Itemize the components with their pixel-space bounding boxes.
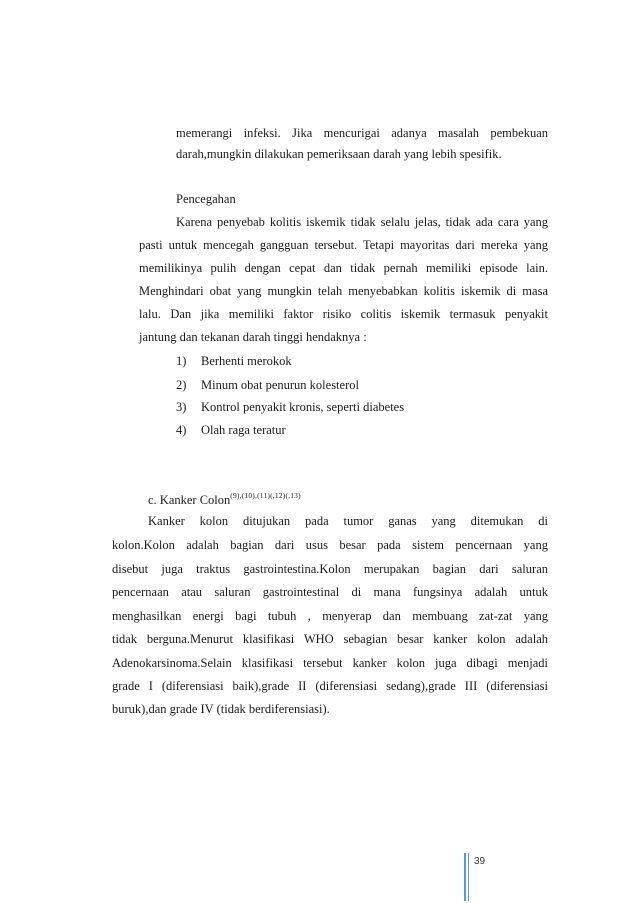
list-item-number: 1) xyxy=(176,354,187,368)
list-item-number: 4) xyxy=(176,423,187,437)
pencegahan-line-4: Menghindari obat yang mungkin telah menyebabkan kolitis iskemik di masa xyxy=(139,284,548,298)
kanker-line-7: Adenokarsinoma.Selain klasifikasi tersebut kanker kolon juga dibagi menjadi xyxy=(112,656,548,670)
pencegahan-heading: Pencegahan xyxy=(176,192,236,206)
pencegahan-line-1: Karena penyebab kolitis iskemik tidak selalu jelas, tidak ada cara yang xyxy=(176,215,548,229)
kanker-line-2: kolon.Kolon adalah bagian dari usus besar pada sistem pencernaan yang xyxy=(112,538,548,552)
kanker-line-4: pencernaan atau saluran gastrointestinal di mana fungsinya adalah untuk xyxy=(112,585,548,599)
pencegahan-line-6: jantung dan tekanan darah tinggi hendaknya : xyxy=(139,330,367,344)
kanker-line-6: tidak berguna.Menurut klasifikasi WHO sebagian besar kanker kolon adalah xyxy=(112,632,548,646)
list-item-number: 3) xyxy=(176,400,187,414)
kanker-line-8: grade I (diferensiasi baik),grade II (diferensiasi sedang),grade III (diferensiasi xyxy=(112,679,548,693)
kanker-colon-title: c. Kanker Colon xyxy=(148,493,231,507)
pencegahan-line-2: pasti untuk mencegah gangguan tersebut. Tetapi mayoritas dari mereka yang xyxy=(139,238,548,252)
pencegahan-line-3: memilikinya pulih dengan cepat dan tidak pernah memiliki episode lain. xyxy=(139,261,548,275)
intro-line-2: darah,mungkin dilakukan pemeriksaan darah yang lebih spesifik. xyxy=(176,147,502,161)
list-item-text: Berhenti merokok xyxy=(201,354,292,368)
kanker-colon-heading xyxy=(148,488,301,508)
list-item-text: Kontrol penyakit kronis, seperti diabetes xyxy=(201,400,405,414)
list-item-text: Olah raga teratur xyxy=(201,423,286,437)
kanker-line-5: menghasilkan energi bagi tubuh , menyerap dan membuang zat-zat yang xyxy=(112,609,548,623)
citation-superscript: (9),(10),(11)(,12)(,13) xyxy=(230,491,301,500)
page-number: 39 xyxy=(474,856,486,867)
footer-divider xyxy=(464,853,466,901)
intro-line-1: memerangi infeksi. Jika mencurigai adanya masalah pembekuan xyxy=(176,126,548,140)
pencegahan-line-5: lalu. Dan jika memiliki faktor risiko colitis iskemik termasuk penyakit xyxy=(139,307,548,321)
kanker-line-9: buruk),dan grade IV (tidak berdiferensiasi). xyxy=(112,702,330,716)
kanker-line-3: disebut juga traktus gastrointestina.Kolon merupakan bagian dari saluran xyxy=(112,562,548,576)
kanker-line-1: Kanker kolon ditujukan pada tumor ganas yang ditemukan di xyxy=(148,514,548,528)
list-item-text: Minum obat penurun kolesterol xyxy=(201,378,359,392)
footer-divider-thin xyxy=(468,853,469,901)
list-item-number: 2) xyxy=(176,378,187,392)
